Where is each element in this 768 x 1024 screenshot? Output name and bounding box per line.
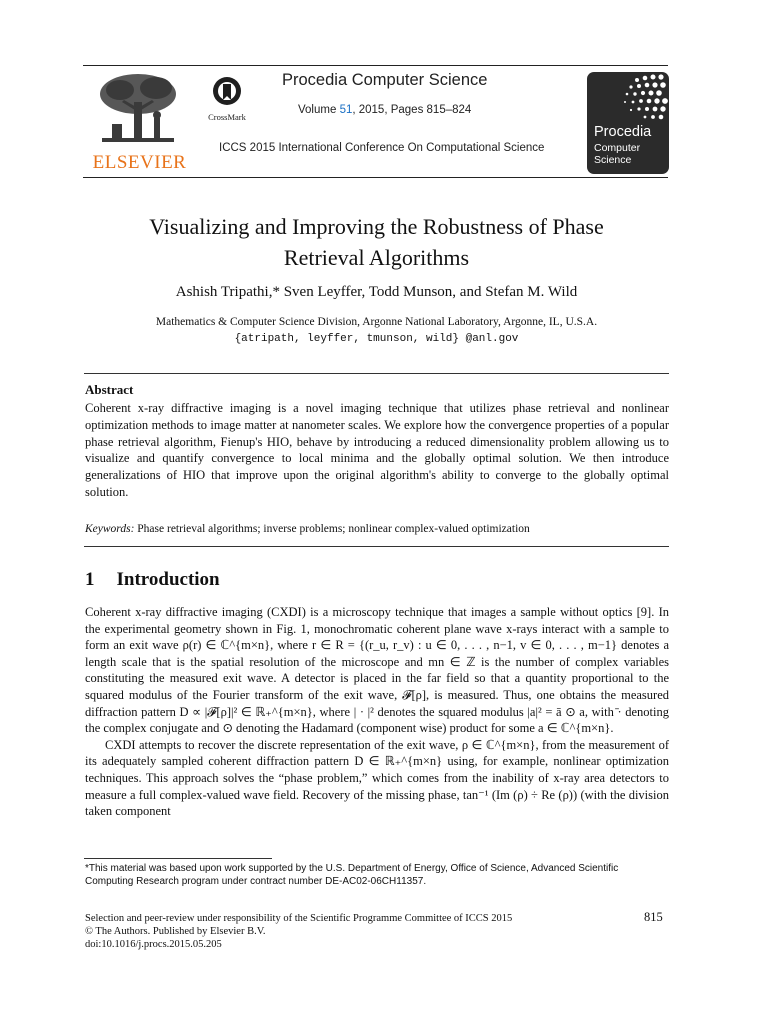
keywords-line	[85, 523, 669, 535]
crossmark-badge[interactable]	[200, 76, 254, 122]
header-top-rule	[83, 65, 668, 66]
volume-link[interactable]: 51	[339, 104, 353, 116]
paper-title	[84, 211, 669, 273]
publisher-wordmark: ELSEVIER	[92, 152, 187, 173]
section-body	[85, 604, 669, 820]
affiliation: Mathematics & Computer Science Division, Argonne National Laboratory, Argonne, IL, U.S.A.	[155, 316, 598, 328]
abstract-bottom-rule	[84, 546, 669, 547]
section-heading	[85, 569, 220, 591]
dots-pattern-icon	[587, 72, 669, 122]
journal-title: Procedia Computer Science	[282, 71, 488, 89]
keywords-label: Keywords:	[85, 523, 135, 535]
procedia-logo-subtitle	[594, 142, 640, 166]
page-number: 815	[644, 910, 663, 924]
abstract-text: Coherent x-ray diffractive imaging is a novel imaging technique that utilizes phase retrieval and nonlinear optimization methods to image matter at nanometer scales. We explore how the convergence properties of a popular phase retrieval algorithm, Fienup's HIO, behave by introducing a reduced dimensionality problem allowing us to visualize and quantify convergence to local minima and the globally optimal solution. We then introduce generalizations of HIO that improve upon the original algorithm's ability to converge to the globally optimal solution.	[85, 401, 669, 499]
crossmark-icon	[212, 76, 242, 108]
paper-title-line-2: Retrieval Algorithms	[283, 245, 470, 270]
paragraph-1: Coherent x-ray diffractive imaging (CXDI) is a microscopy technique that images a sample without optics [9]. In the experimental geometry shown in Fig. 1, monochromatic coherent plane wave x-rays interact with a sample to form an exit wave ρ(r) ∈ ℂ^{m×n}, where r ∈ R = {(r_u, r_v) : u ∈ 0, . . . , n−1, v ∈ 0, . . . , m−1} denotes a length scale that is the spatial resolution of the microscope and mn ∈ ℤ is the number of complex variables constituting the measured exit wave. A detector is placed in the far field so that a quantity proportional to the squared modulus of the Fourier transform of the exit wave, 𝓕[ρ], is measured. Thus, one obtains the measured diffraction pattern D ∝ |𝓕[ρ]|² ∈ ℝ₊^{m×n}, where | · |² denotes the squared modulus |a|² = ā ⊙ a, with ̄· denoting the complex conjugate and ⊙ denoting the Hadamard (component wise) product for some a ∈ ℂ^{m×n}.	[85, 605, 669, 736]
footnote: *This material was based upon work supported by the U.S. Department of Energy, Office of Science, Advanced Scientific Computing Research program under contract number DE-AC02-06CH11357.	[85, 863, 619, 887]
volume-line	[298, 104, 471, 116]
procedia-logo-title: Procedia	[594, 124, 652, 140]
volume-suffix: , 2015, Pages 815–824	[352, 104, 472, 116]
footnote-rule	[84, 858, 272, 859]
keywords-text: Phase retrieval algorithms; inverse problems; nonlinear complex-valued optimization	[134, 523, 530, 535]
elsevier-tree-logo	[92, 72, 184, 150]
abstract-top-rule	[84, 373, 669, 374]
paragraph-2: CXDI attempts to recover the discrete representation of the exit wave, ρ ∈ ℂ^{m×n}, from the measurement of its adequately sampled coherent diffraction pattern D ∈ ℝ₊^{m×n} using, for example, nonlinear optimization techniques. This approach solves the “phase problem,” which comes from the inability of x-ray area detectors to measure a full complex-valued wave field. Recovery of the missing phase, tan⁻¹ (Im (ρ) ÷ Re (ρ)) (with the division taken component	[85, 737, 669, 819]
header-bottom-rule	[83, 177, 668, 178]
conference-line: ICCS 2015 International Conference On Computational Science	[219, 142, 545, 154]
footer-meta	[85, 912, 645, 951]
section-title: Introduction	[116, 569, 220, 590]
footer-review-line: Selection and peer-review under responsibility of the Scientific Programme Committee of ICCS 2015	[85, 913, 513, 924]
paper-title-line-1: Visualizing and Improving the Robustness of Phase	[149, 214, 604, 239]
procedia-logo	[587, 72, 669, 174]
footer-copyright-line: © The Authors. Published by Elsevier B.V.	[85, 926, 266, 937]
logo-sub-1: Computer	[594, 142, 641, 154]
abstract-heading: Abstract	[85, 382, 134, 397]
author-list: Ashish Tripathi,* Sven Leyffer, Todd Munson, and Stefan M. Wild	[175, 284, 578, 300]
crossmark-label: CrossMark	[208, 112, 246, 122]
logo-sub-2: Science	[594, 154, 632, 166]
author-emails: {atripath, leyffer, tmunson, wild} @anl.gov	[234, 333, 519, 345]
footer-doi[interactable]: doi:10.1016/j.procs.2015.05.205	[85, 939, 222, 950]
volume-prefix: Volume	[298, 104, 340, 116]
section-number: 1	[85, 569, 95, 590]
